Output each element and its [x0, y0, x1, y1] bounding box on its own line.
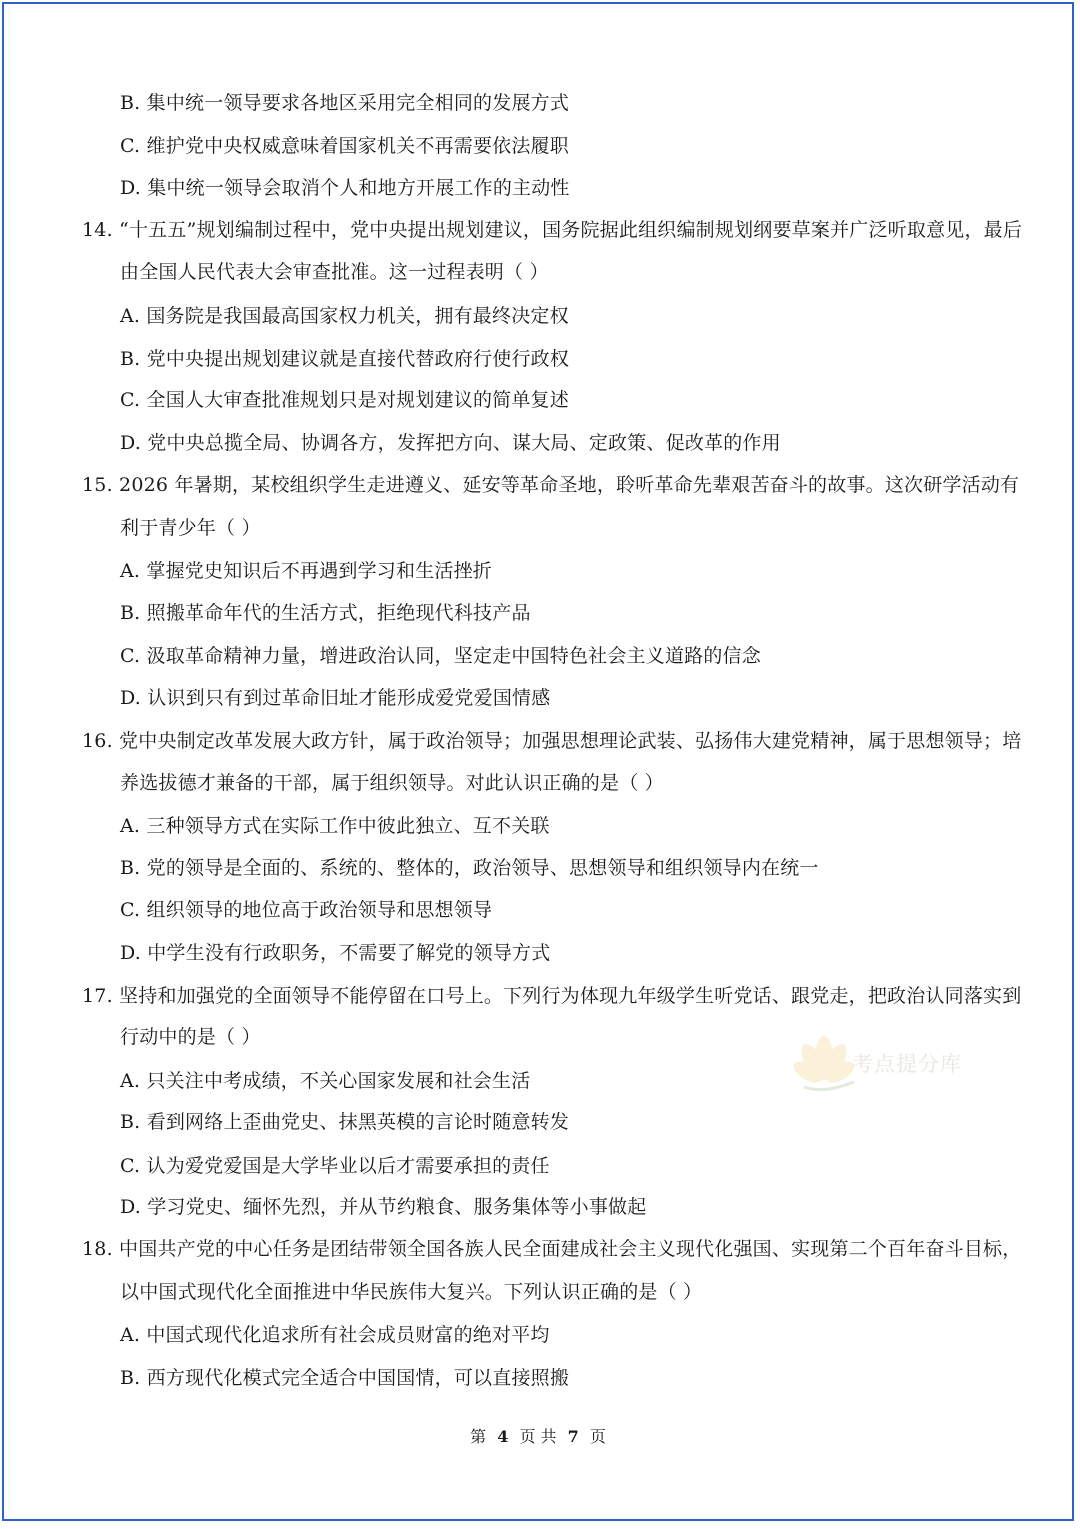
answer-option: A. 中国式现代化追求所有社会成员财富的绝对平均 [120, 1324, 550, 1346]
page-footer [4, 1424, 1072, 1447]
watermark-text: 考点提分库 [852, 1052, 962, 1076]
answer-option: B. 集中统一领导要求各地区采用完全相同的发展方式 [120, 92, 570, 114]
question-stem-continuation: 由全国人民代表大会审查批准。这一过程表明（ ） [120, 261, 549, 283]
question-stem-continuation: 养选拔德才兼备的干部，属于组织领导。对此认识正确的是（ ） [120, 772, 664, 794]
answer-option: B. 西方现代化模式完全适合中国国情，可以直接照搬 [120, 1367, 570, 1389]
answer-option: B. 党中央提出规划建议就是直接代替政府行使行政权 [120, 348, 570, 370]
footer-prefix: 第 [470, 1427, 487, 1446]
total-pages-number: 7 [567, 1427, 579, 1446]
current-page-number: 4 [497, 1427, 509, 1446]
answer-option: D. 中学生没有行政职务，不需要了解党的领导方式 [120, 942, 551, 964]
footer-suffix: 页 [589, 1427, 606, 1446]
question-stem-continuation: 利于青少年（ ） [120, 517, 261, 539]
question-stem-line: 15. 2026 年暑期，某校组织学生走进遵义、延安等革命圣地，聆听革命先辈艰苦奋斗的故事。这次研学活动有 [82, 474, 1020, 496]
question-stem-line: 17. 坚持和加强党的全面领导不能停留在口号上。下列行为体现九年级学生听党话、跟党走，把政治认同落实到 [82, 985, 1022, 1007]
question-stem-continuation: 行动中的是（ ） [120, 1026, 261, 1048]
question-stem-line: 16. 党中央制定改革发展大政方针，属于政治领导；加强思想理论武装、弘扬伟大建党精神，属于思想领导；培 [82, 730, 1022, 752]
answer-option: A. 只关注中考成绩，不关心国家发展和社会生活 [120, 1070, 531, 1092]
question-stem-line: 14. “十五五”规划编制过程中，党中央提出规划建议，国务院据此组织编制规划纲要草案并广泛听取意见，最后 [82, 219, 1023, 241]
answer-option: B. 党的领导是全面的、系统的、整体的，政治领导、思想领导和组织领导内在统一 [120, 857, 819, 879]
answer-option: A. 掌握党史知识后不再遇到学习和生活挫折 [120, 560, 493, 582]
question-stem-continuation: 以中国式现代化全面推进中华民族伟大复兴。下列认识正确的是（ ） [120, 1281, 703, 1303]
answer-option: A. 三种领导方式在实际工作中彼此独立、互不关联 [120, 815, 550, 837]
answer-option: B. 照搬革命年代的生活方式，拒绝现代科技产品 [120, 602, 531, 624]
answer-option: C. 组织领导的地位高于政治领导和思想领导 [120, 899, 493, 921]
footer-middle: 页 共 [519, 1427, 557, 1446]
answer-option: C. 汲取革命精神力量，增进政治认同，坚定走中国特色社会主义道路的信念 [120, 645, 761, 667]
answer-option: C. 认为爱党爱国是大学毕业以后才需要承担的责任 [120, 1155, 550, 1177]
answer-option: D. 党中央总揽全局、协调各方，发挥把方向、谋大局、定政策、促改革的作用 [120, 432, 781, 454]
watermark [784, 1032, 994, 1102]
document-page [2, 2, 1074, 1521]
answer-option: D. 集中统一领导会取消个人和地方开展工作的主动性 [120, 177, 570, 199]
answer-option: D. 认识到只有到过革命旧址才能形成爱党爱国情感 [120, 687, 551, 709]
answer-option: C. 全国人大审查批准规划只是对规划建议的简单复述 [120, 389, 569, 411]
answer-option: B. 看到网络上歪曲党史、抹黑英模的言论时随意转发 [120, 1111, 570, 1133]
answer-option: D. 学习党史、缅怀先烈，并从节约粮食、服务集体等小事做起 [120, 1196, 647, 1218]
answer-option: C. 维护党中央权威意味着国家机关不再需要依法履职 [120, 135, 569, 157]
question-stem-line: 18. 中国共产党的中心任务是团结带领全国各族人民全面建成社会主义现代化强国、实现第二个百年奋斗目标， [82, 1238, 1022, 1260]
answer-option: A. 国务院是我国最高国家权力机关，拥有最终决定权 [120, 305, 569, 327]
